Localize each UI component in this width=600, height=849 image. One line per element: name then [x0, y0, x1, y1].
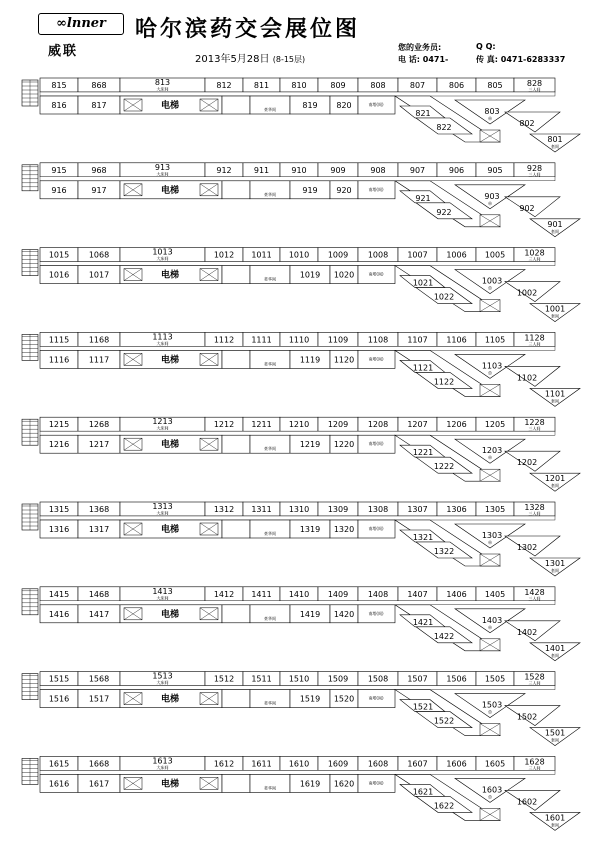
room-number: 1409: [327, 589, 349, 599]
room-cell: [222, 520, 250, 538]
brand-logo: ∞lnner: [38, 13, 124, 35]
room-number: 1417: [88, 609, 110, 619]
room-number: 1422: [433, 631, 455, 641]
room-number: 915: [51, 165, 67, 175]
room-type-label: 单: [488, 455, 492, 461]
room-number: 1105: [484, 335, 506, 345]
room-type-label: 套间: [551, 483, 559, 489]
room-number: 1220: [333, 440, 355, 450]
room-number: 1009: [327, 250, 349, 260]
corridor: [40, 177, 555, 181]
room-number: 919: [302, 185, 318, 195]
room-number: 1068: [88, 250, 110, 260]
room-type-label: 套间: [551, 737, 559, 743]
room-number: 1121: [412, 363, 434, 373]
floor-15: [22, 672, 580, 746]
room-number: 1309: [327, 505, 349, 514]
room-number: 1601: [544, 813, 566, 823]
elevator-label: 电梯: [160, 101, 180, 111]
room-type-label: 大床间: [156, 425, 169, 431]
room-number: 1508: [367, 674, 389, 684]
room-number: 916: [51, 185, 67, 195]
room-number: 907: [409, 165, 426, 175]
floor-9: [22, 163, 580, 237]
room-number: 1611: [251, 759, 272, 769]
room-type-label: 大床间: [156, 595, 169, 601]
room-number: 1521: [412, 702, 434, 712]
room-number: 1022: [433, 292, 455, 302]
room-cell: [222, 690, 250, 708]
room-number: 1128: [524, 333, 545, 343]
room-number: 828: [526, 79, 543, 88]
room-number: 807: [409, 81, 426, 90]
room-number: 1122: [433, 377, 455, 387]
room-type-label: 大床间: [156, 256, 169, 262]
room-number: 928: [526, 163, 543, 173]
room-number: 1215: [48, 420, 70, 430]
room-cell: [222, 350, 250, 368]
room-type-label: 套间: [551, 228, 559, 234]
room-type-label: 大床间: [156, 171, 169, 177]
room-number: 1107: [407, 335, 428, 345]
room-type-label: 大床间: [156, 680, 169, 686]
room-number: 809: [330, 81, 346, 90]
room-type-label: 三人间: [528, 595, 541, 601]
room-number: 1012: [213, 250, 235, 260]
room-number: 920: [336, 185, 352, 195]
room-number: 801: [547, 135, 563, 144]
room-number: 1217: [88, 440, 110, 450]
room-number: 1468: [88, 589, 110, 599]
room-number: 1628: [524, 757, 545, 767]
room-number: 1507: [407, 674, 428, 684]
room-number: 901: [547, 219, 563, 229]
room-number: 1311: [251, 505, 272, 514]
corridor: [40, 686, 555, 690]
room-type-label: 大床间: [156, 86, 169, 92]
room-number: 1317: [88, 525, 110, 534]
room-type-label: 南塔(间): [368, 441, 384, 447]
room-number: 1308: [367, 505, 389, 514]
room-number: 1221: [412, 448, 434, 458]
room-number: 808: [370, 81, 386, 90]
room-type-label: 豪华间: [264, 785, 276, 791]
room-type-label: 三人间: [528, 341, 541, 347]
room-number: 1108: [367, 335, 389, 345]
room-number: 911: [253, 165, 270, 175]
room-number: 1301: [544, 559, 566, 568]
room-type-label: 套间: [551, 398, 559, 404]
room-number: 805: [487, 81, 503, 90]
room-number: 1017: [88, 270, 110, 280]
room-type-label: 南塔(间): [368, 695, 384, 701]
room-type-label: 豪华间: [264, 615, 276, 621]
room-number: 1110: [288, 335, 310, 345]
phone-label: 电 话: 0471-: [398, 55, 449, 64]
room-number: 1413: [152, 586, 173, 596]
room-number: 1607: [407, 759, 428, 769]
room-number: 1621: [412, 787, 434, 797]
floor-10: [22, 248, 580, 322]
room-number: 1401: [544, 643, 566, 653]
room-number: 1010: [288, 250, 310, 260]
brand-name: 威联: [48, 44, 79, 59]
room-number: 1209: [327, 420, 349, 430]
room-number: 1210: [288, 420, 310, 430]
page-header: [0, 0, 600, 70]
room-number: 1403: [481, 615, 503, 625]
room-number: 1228: [524, 418, 545, 428]
room-number: 968: [91, 165, 107, 175]
room-number: 1310: [288, 505, 310, 514]
room-type-label: 套间: [551, 144, 559, 149]
room-number: 803: [484, 107, 500, 116]
room-number: 1208: [367, 420, 389, 430]
room-number: 1013: [152, 247, 173, 257]
room-number: 1101: [544, 389, 566, 399]
room-type-label: 三人间: [528, 256, 541, 262]
corridor: [40, 431, 555, 435]
room-number: 816: [51, 101, 67, 110]
room-number: 1119: [299, 355, 321, 365]
room-number: 1302: [516, 543, 538, 552]
corridor: [40, 601, 555, 605]
room-number: 906: [448, 165, 465, 175]
room-number: 1201: [544, 474, 566, 484]
elevator-label: 电梯: [160, 270, 180, 281]
room-number: 1216: [48, 440, 70, 450]
room-number: 1612: [213, 759, 235, 769]
room-number: 1008: [367, 250, 389, 260]
qq-label: Q Q:: [476, 42, 496, 51]
room-number: 1620: [333, 779, 355, 789]
room-number: 1222: [433, 462, 455, 472]
room-number: 868: [91, 81, 107, 90]
room-number: 1615: [48, 759, 70, 769]
room-number: 1528: [524, 672, 545, 682]
room-number: 1412: [213, 589, 235, 599]
room-number: 1522: [433, 716, 455, 726]
room-number: 1368: [88, 505, 110, 514]
room-number: 806: [448, 81, 465, 90]
room-cell: [222, 774, 250, 792]
room-type-label: 三人间: [528, 171, 541, 177]
room-number: 1306: [446, 505, 467, 514]
room-number: 821: [415, 109, 431, 118]
room-number: 1609: [327, 759, 349, 769]
room-number: 902: [519, 203, 535, 213]
room-number: 1506: [446, 674, 467, 684]
room-number: 1120: [333, 355, 355, 365]
room-number: 905: [487, 165, 503, 175]
elevator-label: 电梯: [160, 525, 180, 535]
room-number: 1520: [333, 694, 355, 704]
room-number: 1406: [446, 589, 467, 599]
room-cell: [222, 435, 250, 453]
room-number: 1619: [299, 779, 321, 789]
room-type-label: 单: [488, 200, 492, 206]
room-number: 1505: [484, 674, 506, 684]
room-number: 1168: [88, 335, 110, 345]
corridor: [40, 346, 555, 350]
room-number: 1001: [544, 304, 566, 314]
room-number: 913: [154, 162, 171, 172]
room-number: 1028: [524, 248, 545, 258]
room-type-label: 南塔(间): [368, 526, 384, 531]
room-cell: [222, 96, 250, 114]
room-type-label: 豪华间: [264, 191, 276, 197]
room-number: 1408: [367, 589, 389, 599]
floor-12: [22, 417, 580, 491]
room-number: 1102: [516, 373, 538, 383]
corridor: [40, 770, 555, 774]
room-number: 1602: [516, 797, 538, 807]
room-type-label: 豪华间: [264, 107, 276, 112]
room-type-label: 豪华间: [264, 446, 276, 452]
room-type-label: 三人间: [528, 87, 541, 92]
floor-16: [22, 756, 580, 830]
corridor: [40, 92, 555, 96]
room-number: 1015: [48, 250, 70, 260]
room-number: 1016: [48, 270, 70, 280]
room-type-label: 豪华间: [264, 531, 276, 536]
room-number: 1603: [481, 785, 503, 795]
elevator-label: 电梯: [160, 694, 180, 705]
room-number: 1410: [288, 589, 310, 599]
room-number: 910: [291, 165, 307, 175]
room-number: 1006: [446, 250, 467, 260]
room-number: 1206: [446, 420, 467, 430]
room-type-label: 单: [488, 709, 492, 715]
room-number: 1117: [88, 355, 110, 365]
corridor: [40, 262, 555, 266]
room-number: 1116: [48, 355, 70, 365]
room-number: 1212: [213, 420, 235, 430]
room-number: 1207: [407, 420, 428, 430]
room-number: 1205: [484, 420, 506, 430]
room-number: 1668: [88, 759, 110, 769]
room-number: 815: [51, 81, 67, 90]
room-number: 1512: [213, 674, 235, 684]
room-type-label: 三人间: [528, 426, 541, 432]
room-number: 1428: [524, 587, 545, 597]
room-number: 811: [253, 81, 270, 90]
room-type-label: 套间: [551, 568, 559, 573]
room-number: 1407: [407, 589, 428, 599]
room-number: 921: [415, 193, 431, 203]
room-number: 1606: [446, 759, 467, 769]
floor-13: [22, 502, 580, 576]
date-text: 2013年5月28日: [195, 54, 270, 65]
room-number: 1021: [412, 278, 434, 288]
room-number: 908: [370, 165, 386, 175]
room-number: 1307: [407, 505, 428, 514]
floor-11: [22, 332, 580, 406]
fax-label: 传 真: 0471-6283337: [476, 55, 566, 64]
room-number: 1213: [152, 417, 173, 427]
room-number: 1501: [544, 728, 566, 738]
room-number: 1519: [299, 694, 321, 704]
room-number: 1503: [481, 700, 503, 710]
room-type-label: 套间: [551, 313, 559, 319]
room-cell: [222, 605, 250, 623]
room-number: 1411: [251, 589, 272, 599]
room-type-label: 南塔(间): [368, 271, 384, 277]
room-number: 1319: [299, 525, 321, 534]
corridor: [40, 516, 555, 520]
room-number: 917: [91, 185, 107, 195]
room-number: 819: [302, 101, 318, 110]
room-type-label: 南塔(间): [368, 610, 384, 616]
room-number: 1610: [288, 759, 310, 769]
room-number: 1211: [251, 420, 272, 430]
room-number: 1421: [412, 617, 434, 627]
room-number: 1305: [484, 505, 506, 514]
room-number: 1011: [251, 250, 272, 260]
room-number: 1513: [152, 671, 173, 681]
room-number: 1605: [484, 759, 506, 769]
room-number: 903: [484, 191, 500, 201]
room-number: 820: [336, 101, 352, 110]
room-type-label: 大床间: [156, 340, 169, 346]
room-number: 1203: [481, 446, 503, 456]
room-number: 1613: [152, 756, 173, 766]
room-type-label: 南塔(间): [368, 780, 384, 786]
room-type-label: 三人间: [528, 765, 541, 771]
room-number: 1003: [481, 276, 503, 286]
room-number: 1202: [516, 458, 538, 468]
room-number: 1113: [152, 332, 173, 342]
room-number: 1616: [48, 779, 70, 789]
room-number: 1007: [407, 250, 428, 260]
room-type-label: 单: [488, 116, 492, 121]
room-type-label: 大床间: [156, 764, 169, 770]
room-number: 1315: [48, 505, 70, 514]
room-number: 1419: [299, 609, 321, 619]
room-number: 1002: [516, 288, 538, 298]
elevator-label: 电梯: [160, 779, 180, 790]
room-type-label: 套间: [551, 652, 559, 658]
room-number: 1622: [433, 801, 455, 811]
room-number: 1420: [333, 609, 355, 619]
room-number: 1268: [88, 420, 110, 430]
room-number: 802: [519, 119, 535, 128]
room-number: 810: [291, 81, 307, 90]
room-number: 1303: [481, 531, 503, 540]
room-number: 1020: [333, 270, 355, 280]
room-number: 912: [216, 165, 232, 175]
room-number: 1111: [251, 335, 272, 345]
room-number: 1115: [48, 335, 70, 345]
room-number: 1511: [251, 674, 272, 684]
room-cell: [222, 181, 250, 199]
room-type-label: 南塔(间): [368, 102, 384, 107]
elevator-label: 电梯: [160, 355, 180, 366]
room-type-label: 三人间: [528, 680, 541, 686]
room-number: 1322: [433, 547, 455, 556]
room-number: 1321: [412, 533, 434, 542]
room-type-label: 大床间: [156, 510, 169, 516]
room-type-label: 单: [488, 624, 492, 630]
elevator-label: 电梯: [160, 185, 180, 196]
room-cell: [222, 266, 250, 284]
room-type-label: 套间: [551, 822, 559, 828]
page-title: 哈尔滨药交会展位图: [135, 16, 361, 42]
room-type-label: 单: [488, 370, 492, 376]
room-number: 1019: [299, 270, 321, 280]
room-number: 822: [436, 123, 452, 132]
room-number: 1509: [327, 674, 349, 684]
room-number: 813: [154, 78, 171, 87]
room-type-label: 豪华间: [264, 276, 276, 282]
room-number: 1608: [367, 759, 389, 769]
room-number: 1617: [88, 779, 110, 789]
room-number: 1106: [446, 335, 467, 345]
room-type-label: 南塔(间): [368, 356, 384, 362]
room-number: 1517: [88, 694, 110, 704]
room-type-label: 南塔(间): [368, 186, 384, 192]
room-number: 1316: [48, 525, 70, 534]
room-number: 909: [330, 165, 346, 175]
floor-14: [22, 587, 580, 661]
room-number: 1416: [48, 609, 70, 619]
room-number: 1415: [48, 589, 70, 599]
room-number: 1312: [213, 505, 235, 514]
plan-date: [195, 50, 305, 65]
room-type-label: 单: [488, 285, 492, 291]
elevator-label: 电梯: [160, 609, 180, 620]
room-number: 1109: [327, 335, 349, 345]
room-number: 1328: [524, 503, 545, 512]
room-type-label: 豪华间: [264, 700, 276, 706]
room-type-label: 三人间: [528, 511, 541, 516]
room-number: 1502: [516, 712, 538, 722]
room-number: 1219: [299, 440, 321, 450]
room-type-label: 单: [488, 794, 492, 800]
floor-plan-drawing: [0, 72, 600, 849]
floor-range-note: (8-15层): [272, 55, 306, 64]
room-number: 1005: [484, 250, 506, 260]
room-type-label: 豪华间: [264, 361, 276, 367]
sales-label: 您的业务员:: [398, 43, 442, 52]
room-number: 1405: [484, 589, 506, 599]
room-number: 1103: [481, 361, 503, 371]
room-number: 812: [216, 81, 232, 90]
room-number: 922: [436, 207, 452, 217]
room-number: 817: [91, 101, 107, 110]
room-number: 1402: [516, 627, 538, 637]
room-number: 1516: [48, 694, 70, 704]
room-number: 1510: [288, 674, 310, 684]
room-number: 1515: [48, 674, 70, 684]
room-type-label: 单: [488, 540, 492, 545]
room-number: 1112: [213, 335, 235, 345]
room-number: 1313: [152, 502, 173, 511]
room-number: 1320: [333, 525, 355, 534]
floor-8: [22, 78, 580, 152]
room-number: 1568: [88, 674, 110, 684]
elevator-label: 电梯: [160, 440, 180, 451]
